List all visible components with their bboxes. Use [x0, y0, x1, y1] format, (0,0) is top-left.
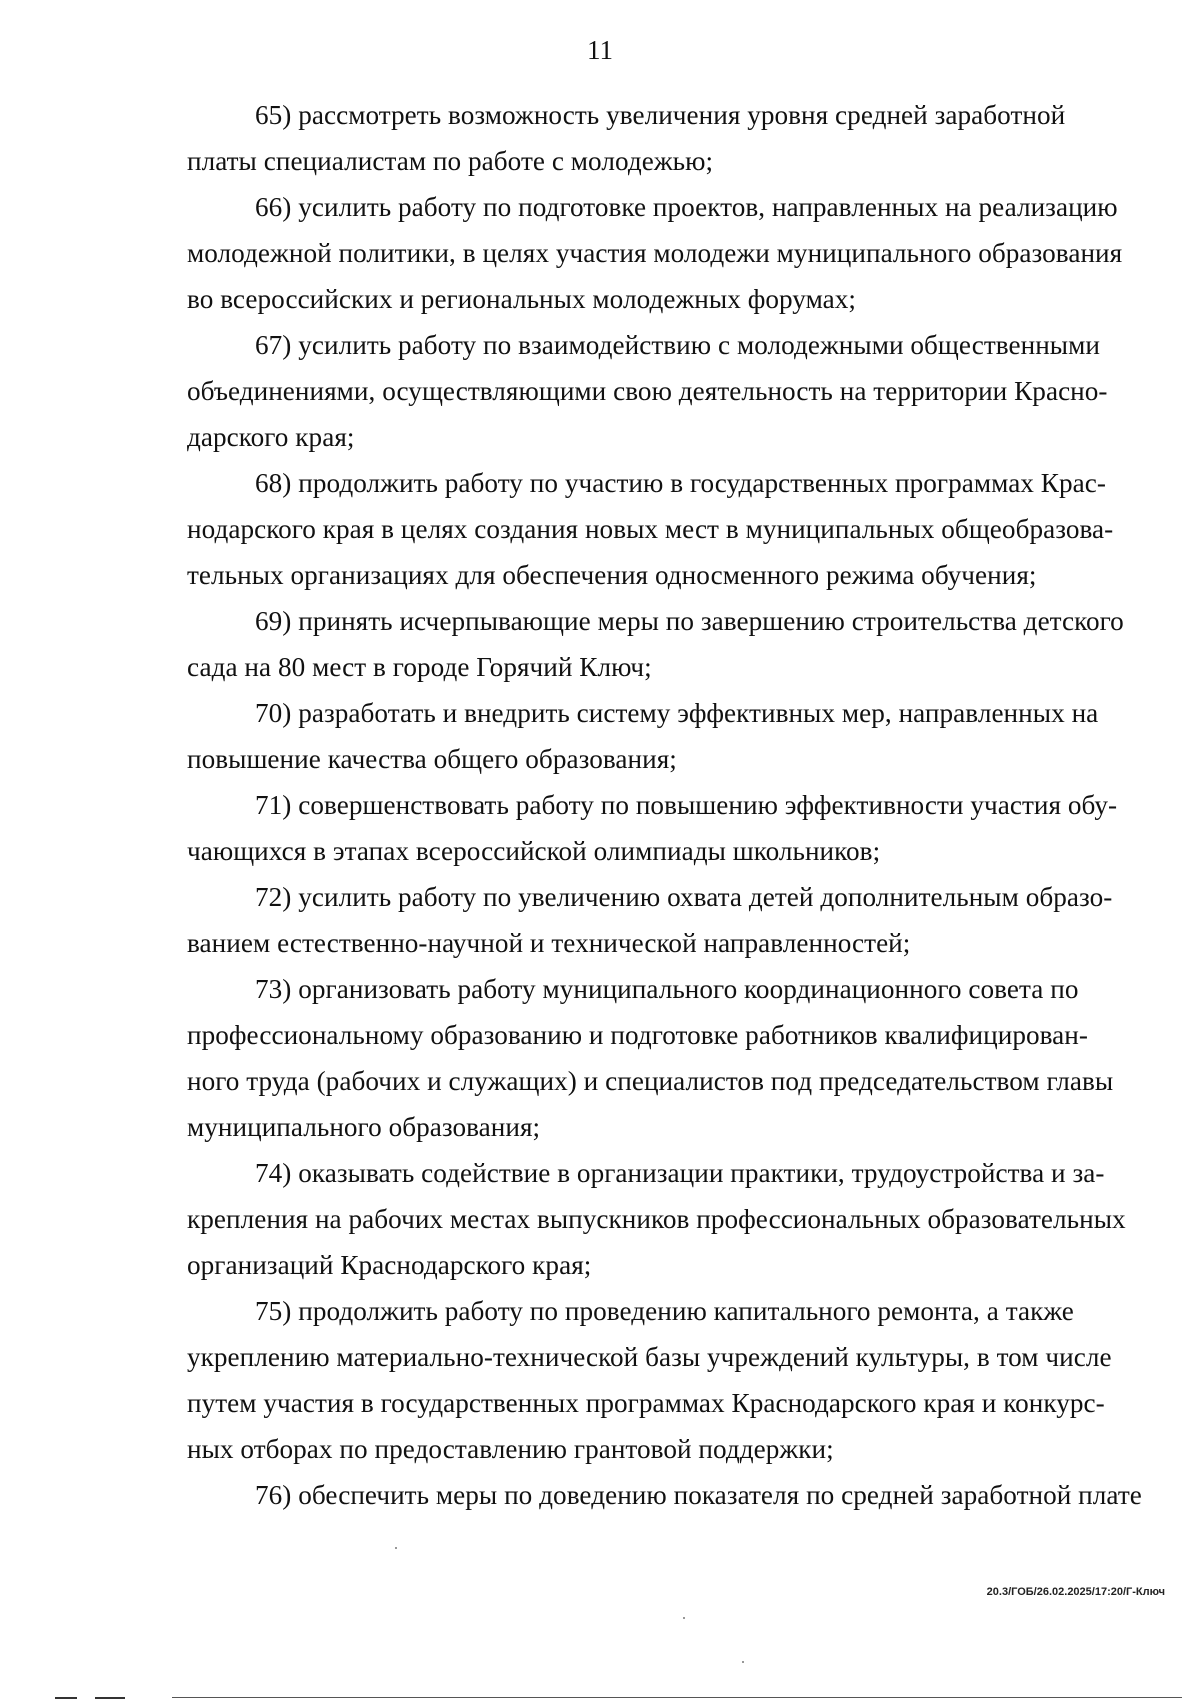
paragraph-69: 69) принять исчерпывающие меры по завершению строительства детского сада на 80 мест в городе Горячий Ключ; — [187, 606, 1124, 682]
scan-artifact-dot-1 — [395, 1547, 397, 1549]
scan-artifact-dot-3 — [742, 1661, 744, 1663]
paragraph-71: 71) совершенствовать работу по повышению эффективности участия обу- чающихся в этапах всероссийской олимпиады школьников; — [187, 790, 1118, 866]
paragraph-70: 70) разработать и внедрить систему эффективных мер, направленных на повышение качества общего образования; — [187, 698, 1099, 774]
paragraph-65: 65) рассмотреть возможность увеличения уровня средней заработной платы специалистам по работе с молодежью; — [187, 100, 1066, 176]
scan-artifact-line-2 — [95, 1697, 125, 1699]
scan-artifact-dot-2 — [683, 1617, 685, 1619]
scan-artifact-line-3 — [172, 1697, 1182, 1698]
page-number: 11 — [587, 35, 613, 65]
document-body — [187, 92, 1165, 1518]
paragraph-74: 74) оказывать содействие в организации практики, трудоустройства и за- крепления на рабочих местах выпускников профессиональных образовательных организаций Краснодарского края; — [187, 1158, 1126, 1280]
scan-artifact-line-1 — [55, 1697, 77, 1699]
paragraph-72: 72) усилить работу по увеличению охвата детей дополнительным образо- ванием естественно-научной и технической направленностей; — [187, 882, 1113, 958]
paragraph-73: 73) организовать работу муниципального координационного совета по профессиональному образованию и подготовке работников квалифицирован- ного труда (рабочих и служащих) и специалистов под председательством главы муниципального образования; — [187, 974, 1114, 1142]
paragraph-76: 76) обеспечить меры по доведению показателя по средней заработной плате — [255, 1480, 1142, 1510]
paragraph-66: 66) усилить работу по подготовке проектов, направленных на реализацию молодежной политики, в целях участия молодежи муниципального образования во всероссийских и региональных молодежных форумах; — [187, 192, 1123, 314]
paragraph-68: 68) продолжить работу по участию в государственных программах Крас- нодарского края в целях создания новых мест в муниципальных общеобразова- тельных организациях для обеспечения односменного режима обучения; — [187, 468, 1114, 590]
paragraph-75: 75) продолжить работу по проведению капитального ремонта, а также укреплению материально-технической базы учреждений культуры, в том числе путем участия в государственных программах Краснодарского края и конкурс- ных отборах по предоставлению грантовой поддержки; — [187, 1296, 1112, 1464]
paragraph-67: 67) усилить работу по взаимодействию с молодежными общественными объединениями, осуществляющими свою деятельность на территории Красно- дарского края; — [187, 330, 1108, 452]
document-registration-code: 20.3/ГОБ/26.02.2025/17:20/Г-Ключ — [986, 1586, 1165, 1598]
